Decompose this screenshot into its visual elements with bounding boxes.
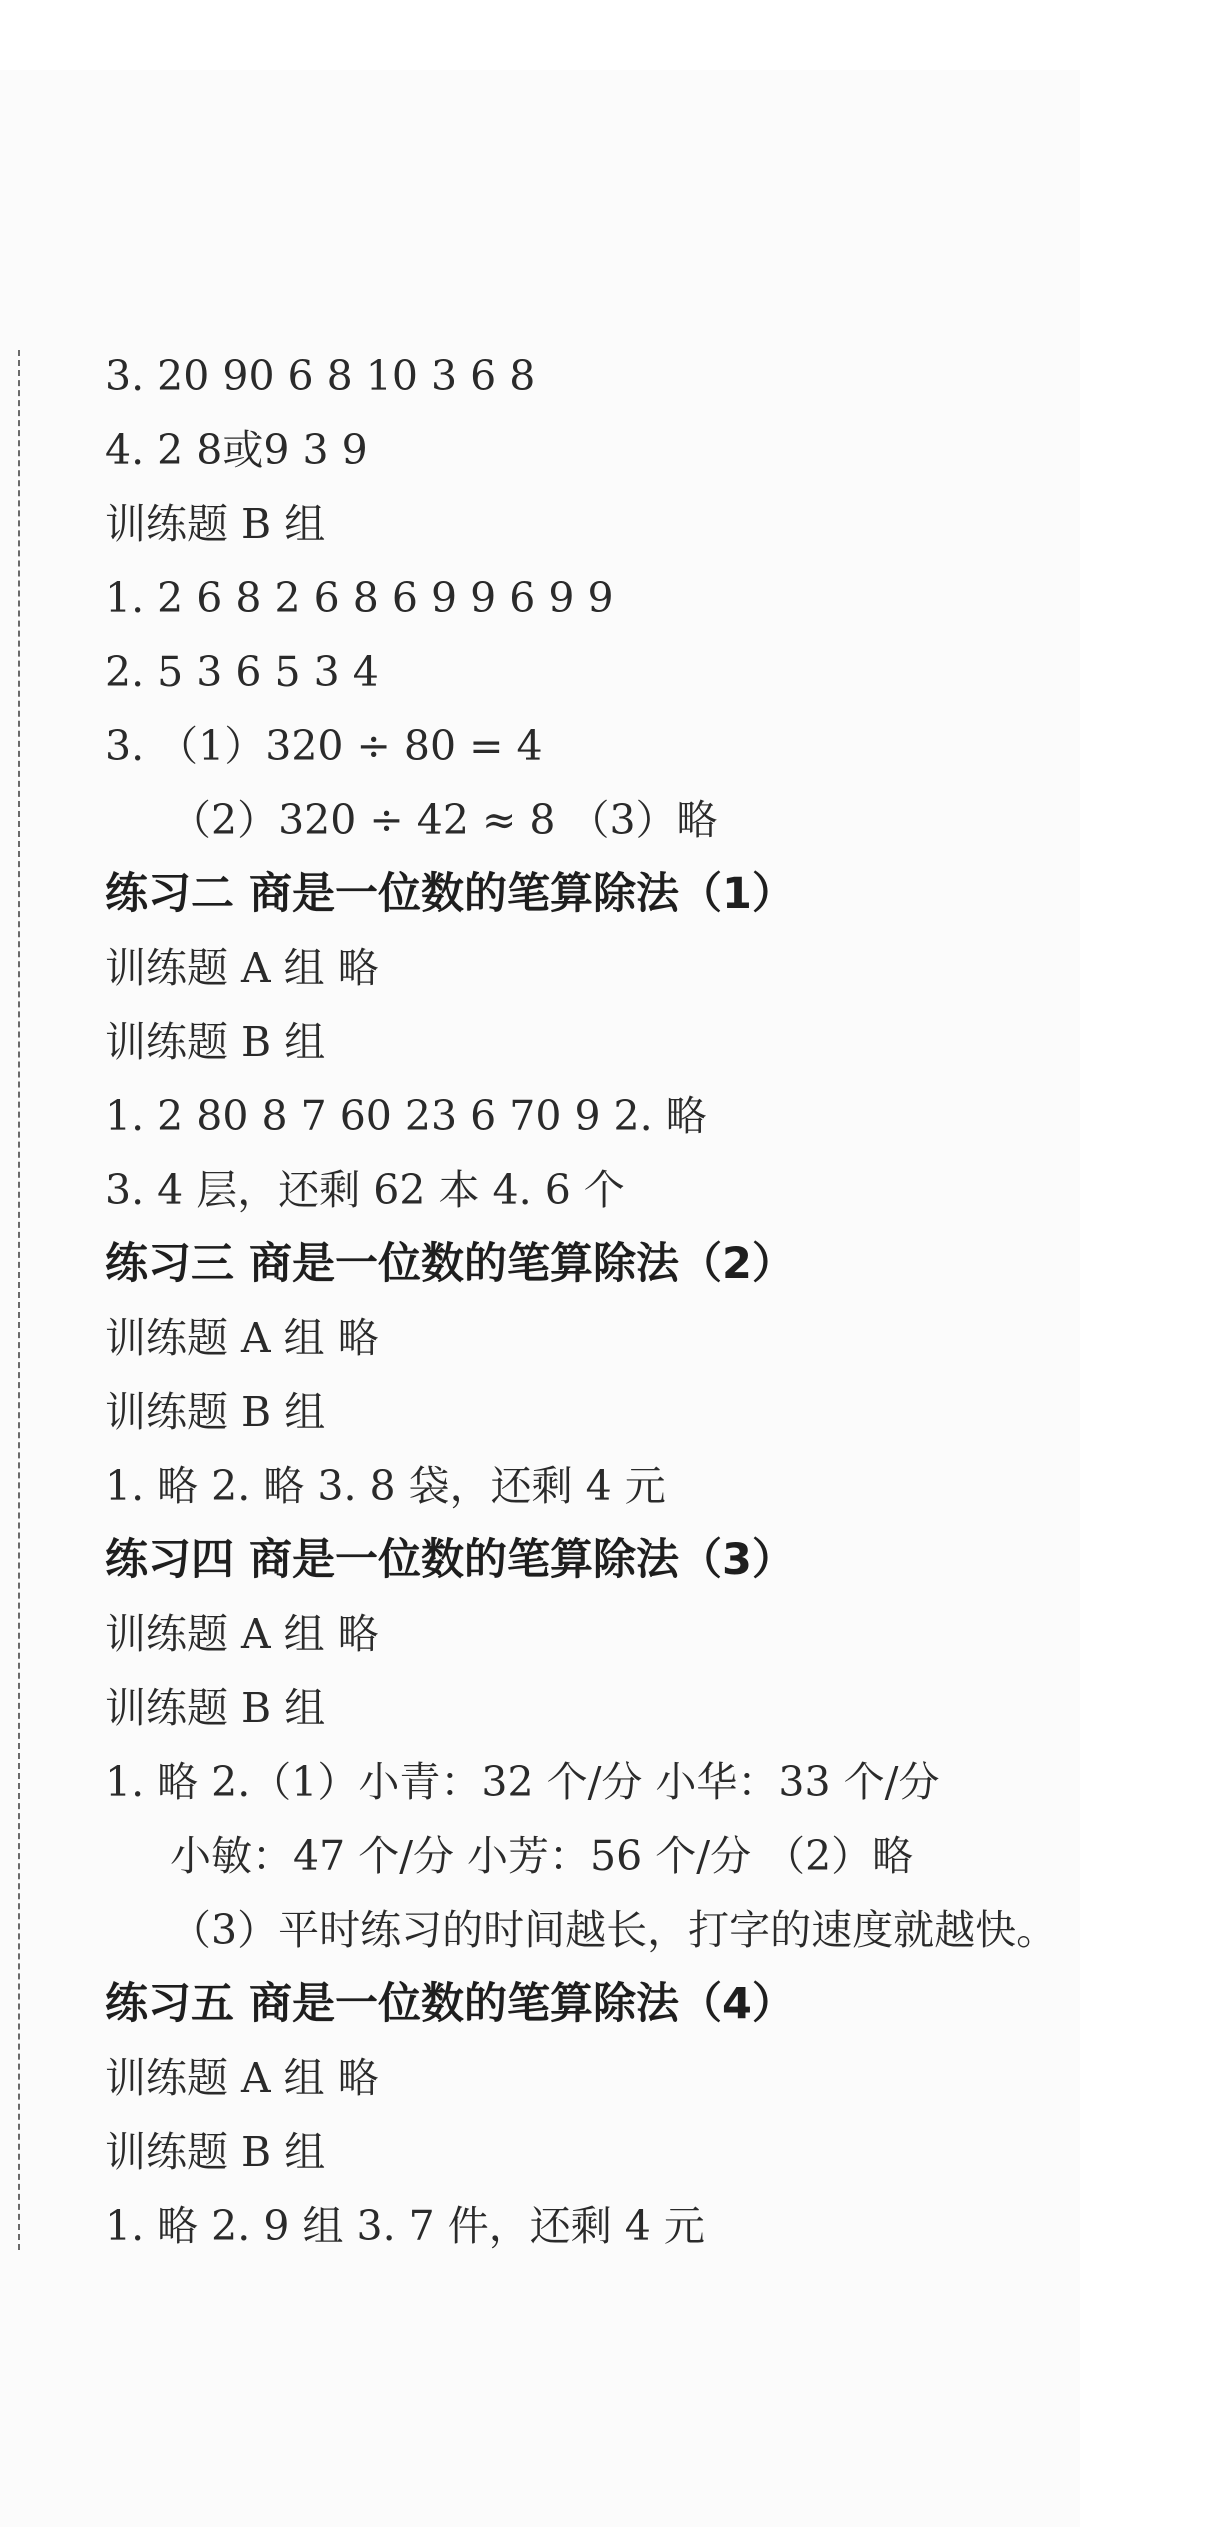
answer-line: 1. 略 2. 9 组 3. 7 件，还剩 4 元 <box>105 2202 705 2250</box>
section-heading: 练习二 商是一位数的笔算除法（1） <box>105 869 795 919</box>
group-label: 训练题 B 组 <box>105 500 326 548</box>
answer-line: 3. 20 90 6 8 10 3 6 8 <box>105 352 536 400</box>
group-label: 训练题 A 组 略 <box>105 2054 379 2102</box>
answer-line: （3）平时练习的时间越长，打字的速度就越快。 <box>170 1906 1058 1954</box>
group-label: 训练题 A 组 略 <box>105 1314 379 1362</box>
section-heading: 练习四 商是一位数的笔算除法（3） <box>105 1535 795 1585</box>
answer-line: 1. 2 6 8 2 6 8 6 9 9 6 9 9 <box>105 574 614 622</box>
answer-line: 3. 4 层，还剩 62 本 4. 6 个 <box>105 1166 625 1214</box>
dashed-cut-line <box>18 350 20 2250</box>
answer-line: 3. （1）320 ÷ 80 = 4 <box>105 722 543 770</box>
answer-line: 1. 2 80 8 7 60 23 6 70 9 2. 略 <box>105 1092 707 1140</box>
section-heading: 练习五 商是一位数的笔算除法（4） <box>105 1979 795 2029</box>
group-label: 训练题 A 组 略 <box>105 1610 379 1658</box>
group-label: 训练题 A 组 略 <box>105 944 379 992</box>
section-heading: 练习三 商是一位数的笔算除法（2） <box>105 1239 795 1289</box>
group-label: 训练题 B 组 <box>105 2128 326 2176</box>
answer-line: 2. 5 3 6 5 3 4 <box>105 648 379 696</box>
answer-line: （2）320 ÷ 42 ≈ 8 （3）略 <box>170 796 718 844</box>
answer-line: 1. 略 2.（1）小青：32 个/分 小华：33 个/分 <box>105 1758 940 1806</box>
group-label: 训练题 B 组 <box>105 1684 326 1732</box>
group-label: 训练题 B 组 <box>105 1018 326 1066</box>
answer-line: 4. 2 8或9 3 9 <box>105 426 368 474</box>
group-label: 训练题 B 组 <box>105 1388 326 1436</box>
answer-line: 1. 略 2. 略 3. 8 袋，还剩 4 元 <box>105 1462 666 1510</box>
answer-line: 小敏：47 个/分 小芳：56 个/分 （2）略 <box>170 1832 914 1880</box>
